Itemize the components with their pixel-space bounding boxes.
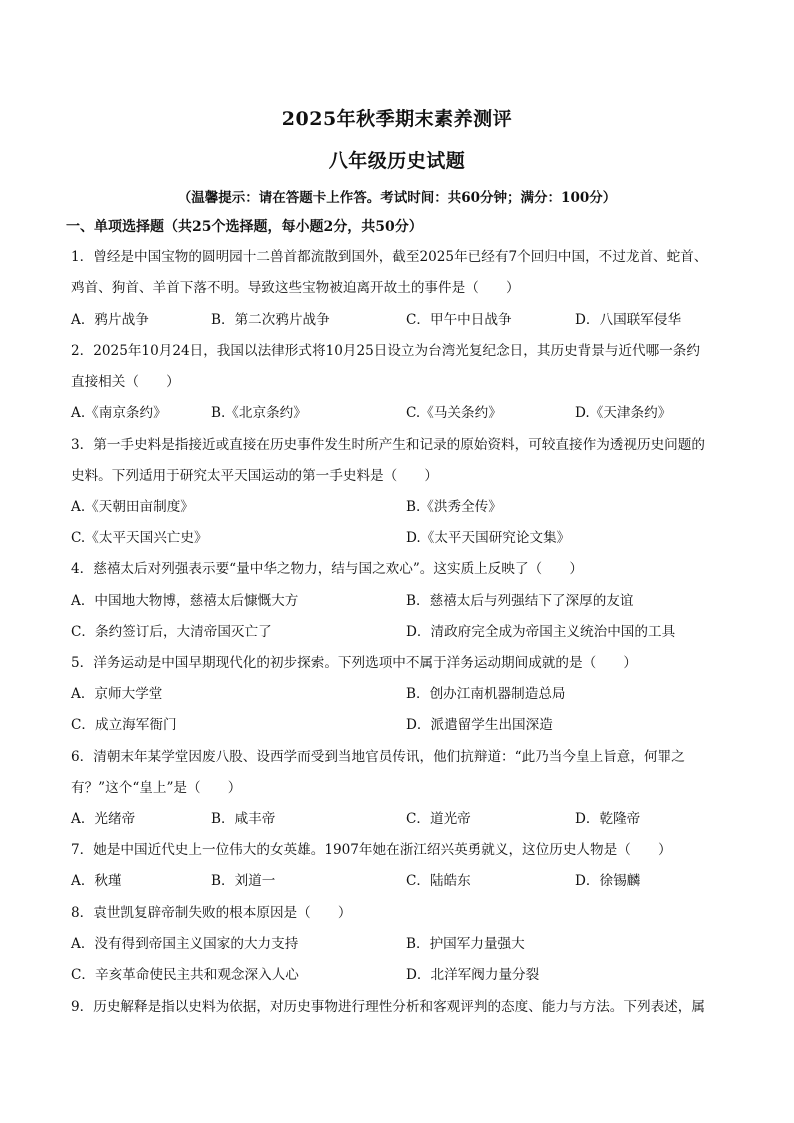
question-6-option-a[interactable]: A．光绪帝 — [71, 811, 136, 827]
question-3-option-a[interactable]: A.《天朝田亩制度》 — [71, 499, 194, 515]
question-1-option-a[interactable]: A．鸦片战争 — [71, 312, 149, 328]
question-8-stem-line-1: 8．袁世凯复辟帝制失败的根本原因是（ ） — [71, 905, 352, 921]
question-3-stem-line-2: 史料。下列适用于研究太平天国运动的第一手史料是（ ） — [71, 468, 439, 484]
question-6-option-c[interactable]: C．道光帝 — [406, 811, 471, 827]
question-4-stem-line-1: 4．慈禧太后对列强表示要“量中华之物力，结与国之欢心”。这实质上反映了（ ） — [71, 561, 583, 577]
question-3-option-d[interactable]: D.《太平天国研究论文集》 — [406, 530, 571, 546]
question-4-option-c[interactable]: C．条约签订后，大清帝国灭亡了 — [71, 624, 272, 640]
question-5-option-c[interactable]: C．成立海军衙门 — [71, 717, 177, 733]
exam-subtitle: 八年级历史试题 — [328, 150, 466, 172]
question-1-option-d[interactable]: D．八国联军侵华 — [575, 312, 682, 328]
question-7-option-a[interactable]: A．秋瑾 — [71, 873, 122, 889]
question-1-stem-line-1: 1．曾经是中国宝物的圆明园十二兽首都流散到国外，截至2025年已经有7个回归中国，不过龙首、蛇首、 — [71, 249, 708, 265]
question-1-option-b[interactable]: B．第二次鸦片战争 — [211, 312, 330, 328]
question-2-stem-line-1: 2．2025年10月24日，我国以法律形式将10月25日设立为台湾光复纪念日，其历史背景与近代哪一条约 — [71, 343, 700, 359]
section-heading: 一、单项选择题（共25个选择题，每小题2分，共50分） — [66, 219, 423, 235]
question-5-stem-line-1: 5．洋务运动是中国早期现代化的初步探索。下列选项中不属于洋务运动期间成就的是（ ） — [71, 655, 637, 671]
question-6-stem-line-1: 6．清朝末年某学堂因废八股、设西学而受到当地官员传讯，他们抗辩道：“此乃当今皇上旨意，何罪之 — [71, 749, 685, 765]
question-4-option-b[interactable]: B．慈禧太后与列强结下了深厚的友谊 — [406, 593, 634, 609]
question-6-stem-line-2: 有？”这个“皇上”是（ ） — [71, 780, 242, 796]
question-1-option-c[interactable]: C．甲午中日战争 — [406, 312, 512, 328]
question-7-option-c[interactable]: C．陆皓东 — [406, 873, 471, 889]
question-5-option-d[interactable]: D．派遣留学生出国深造 — [406, 717, 553, 733]
question-3-option-b[interactable]: B.《洪秀全传》 — [406, 499, 502, 515]
question-6-option-d[interactable]: D．乾隆帝 — [575, 811, 641, 827]
question-7-stem-line-1: 7．她是中国近代史上一位伟大的女英雄。1907年她在浙江绍兴英勇就义，这位历史人物是（ ） — [71, 842, 672, 858]
question-2-stem-line-2: 直接相关（ ） — [71, 374, 180, 390]
question-7-option-d[interactable]: D．徐锡麟 — [575, 873, 641, 889]
question-8-option-b[interactable]: B．护国军力量强大 — [406, 936, 525, 952]
exam-notice: （温馨提示：请在答题卡上作答。考试时间：共60分钟；满分：100分） — [177, 190, 617, 206]
question-8-option-a[interactable]: A．没有得到帝国主义国家的大力支持 — [71, 936, 299, 952]
question-5-option-a[interactable]: A．京师大学堂 — [71, 686, 163, 702]
question-4-option-d[interactable]: D．清政府完全成为帝国主义统治中国的工具 — [406, 624, 676, 640]
question-8-option-c[interactable]: C．辛亥革命使民主共和观念深入人心 — [71, 967, 299, 983]
question-7-option-b[interactable]: B．刘道一 — [211, 873, 276, 889]
exam-title: 2025年秋季期末素养测评 — [281, 108, 513, 130]
question-2-option-d[interactable]: D.《天津条约》 — [575, 405, 672, 421]
question-1-stem-line-2: 鸡首、狗首、羊首下落不明。导致这些宝物被迫离开故土的事件是（ ） — [71, 280, 520, 296]
question-5-option-b[interactable]: B．创办江南机器制造总局 — [406, 686, 566, 702]
question-9-stem-line-1: 9．历史解释是指以史料为依据，对历史事物进行理性分析和客观评判的态度、能力与方法。下列表述，属 — [71, 999, 705, 1015]
question-8-option-d[interactable]: D．北洋军阀力量分裂 — [406, 967, 540, 983]
question-2-option-a[interactable]: A.《南京条约》 — [71, 405, 167, 421]
question-3-stem-line-1: 3．第一手史料是指接近或直接在历史事件发生时所产生和记录的原始资料，可较直接作为透视历史问题的 — [71, 437, 705, 453]
question-6-option-b[interactable]: B．咸丰帝 — [211, 811, 276, 827]
question-2-option-c[interactable]: C.《马关条约》 — [406, 405, 502, 421]
question-2-option-b[interactable]: B.《北京条约》 — [211, 405, 307, 421]
question-4-option-a[interactable]: A．中国地大物博，慈禧太后慷慨大方 — [71, 593, 299, 609]
question-3-option-c[interactable]: C.《太平天国兴亡史》 — [71, 530, 208, 546]
